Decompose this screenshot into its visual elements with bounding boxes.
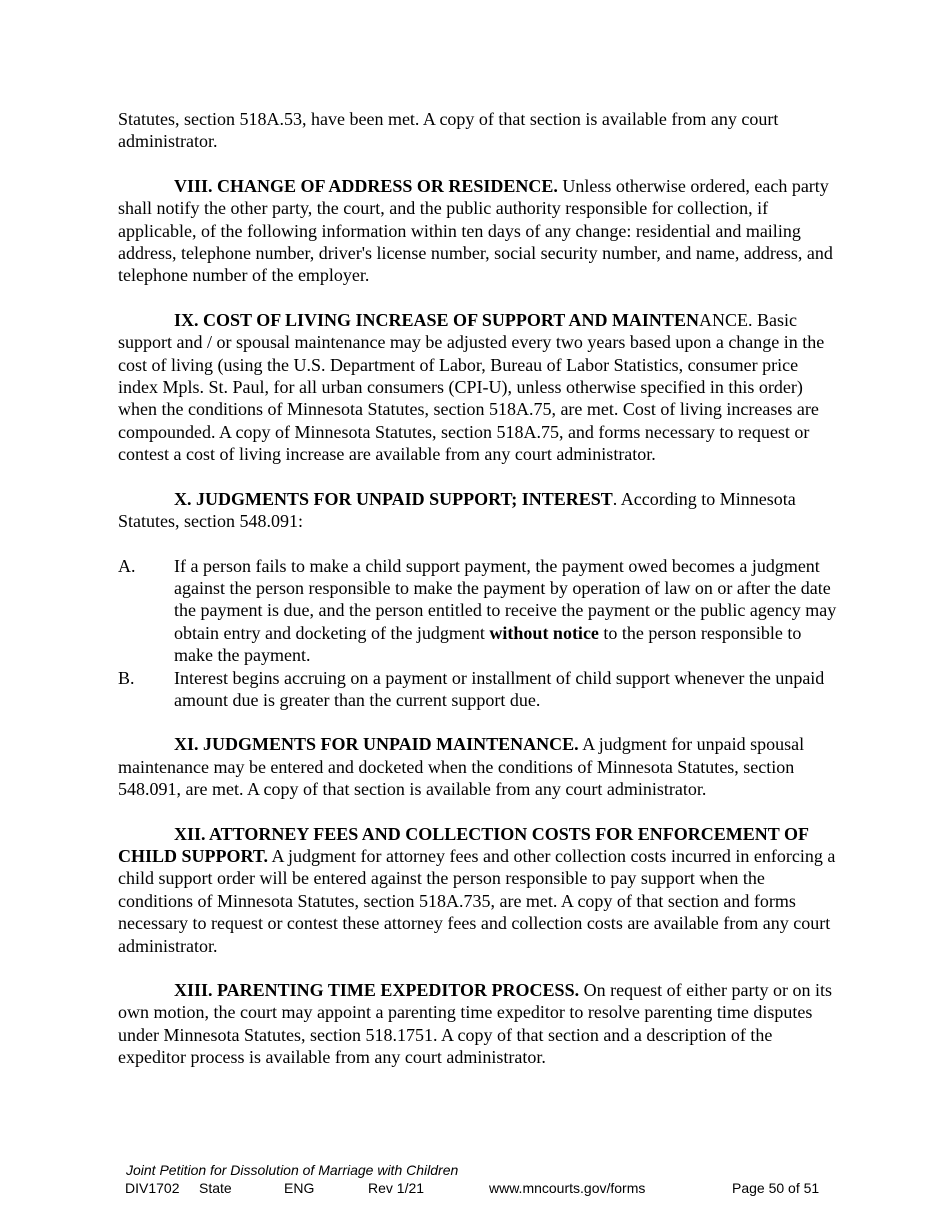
footer-language: ENG [284, 1180, 315, 1196]
intro-paragraph: Statutes, section 518A.53, have been met. A copy of that section is available from any court administrator. [118, 109, 779, 152]
section-viii [118, 175, 838, 287]
section-xii [118, 823, 838, 957]
section-x-list [118, 555, 838, 712]
section-x [118, 488, 838, 533]
section-xi-body: A judgment for unpaid spousal maintenance may be entered and docketed when the conditions of Minnesota Statutes, section 548.091, are met. A copy of that section is available from any court administrator. [118, 734, 805, 800]
list-item [118, 555, 838, 667]
footer-form-title: Joint Petition for Dissolution of Marriage with Children [126, 1162, 459, 1178]
footer-form-code: DIV1702 [125, 1180, 180, 1196]
section-xiii-heading: XIII. PARENTING TIME EXPEDITOR PROCESS. [174, 980, 580, 1000]
section-viii-body: Unless otherwise ordered, each party shall notify the other party, the court, and the public authority responsible for collection, if applicable, of the following information within ten days of any change: residential and mailing address, telephone number, driver's license number, social security number, and name, address, and telephone number of the employer. [118, 175, 833, 286]
section-xi [118, 733, 838, 800]
section-ix-body: ANCE. Basic support and / or spousal maintenance may be adjusted every two years based upon a change in the cost of living (using the U.S. Department of Labor, Bureau of Labor Statistics, consumer price index Mpls. St. Paul, for all urban consumers (CPI-U), unless otherwise specified in this order) when the conditions of Minnesota Statutes, section 518A.75, are met. Cost of living increases are compounded. A copy of Minnesota Statutes, section 518A.75, and forms necessary to request or contest a cost of living increase are available from any court administrator. [118, 309, 825, 465]
footer-meta-row [125, 1179, 845, 1197]
list-item-label: B. [118, 667, 135, 688]
section-ix-heading: IX. COST OF LIVING INCREASE OF SUPPORT AND MAINTEN [174, 309, 699, 330]
section-xii-heading: XII. ATTORNEY FEES AND COLLECTION COSTS FOR ENFORCEMENT OF CHILD SUPPORT. [118, 823, 809, 866]
section-xiii [118, 979, 838, 1069]
section-viii-heading: VIII. CHANGE OF ADDRESS OR RESIDENCE. [174, 175, 558, 196]
footer-page-number: Page 50 of 51 [732, 1180, 820, 1196]
document-body [118, 108, 838, 1069]
list-item-text: Interest begins accruing on a payment or installment of child support whenever the unpaid amount due is greater than the current support due. [174, 667, 825, 710]
list-item-text [174, 555, 838, 667]
section-xi-heading: XI. JUDGMENTS FOR UNPAID MAINTENANCE. [174, 734, 579, 755]
list-item-text-part: If a person fails to make a child support payment, the payment owed becomes a judgment against the person responsible to make the payment by operation of law on or after the date the payment is due, and the person entitled to receive the payment or the public agency may obtain entry and docketing of the judgment [174, 555, 837, 643]
section-x-body: . According to Minnesota Statutes, section 548.091: [118, 488, 796, 532]
page-footer [126, 1161, 845, 1197]
list-item-text-part: to the person responsible to make the payment. [174, 622, 802, 666]
list-item [118, 667, 838, 712]
footer-revision: Rev 1/21 [368, 1180, 425, 1196]
list-item-emphasis: without notice [489, 622, 599, 643]
section-ix [118, 309, 838, 466]
section-xiii-body: On request of either party or on its own motion, the court may appoint a parenting time expeditor to resolve parenting time disputes under Minnesota Statutes, section 518.1751. A copy of that section and a description of the expeditor process is available from any court administrator. [118, 980, 833, 1068]
section-x-heading: X. JUDGMENTS FOR UNPAID SUPPORT; INTEREST [174, 488, 613, 509]
footer-jurisdiction: State [199, 1180, 232, 1196]
footer-forms-url[interactable]: www.mncourts.gov/forms [489, 1180, 646, 1196]
list-item-label: A. [118, 555, 136, 576]
section-xii-body: A judgment for attorney fees and other collection costs incurred in enforcing a child support order will be entered against the person responsible to pay support when the conditions of Minnesota Statutes, section 518A.735, are met. A copy of that section and forms necessary to request or contest these attorney fees and collection costs are available from any court administrator. [118, 845, 836, 956]
